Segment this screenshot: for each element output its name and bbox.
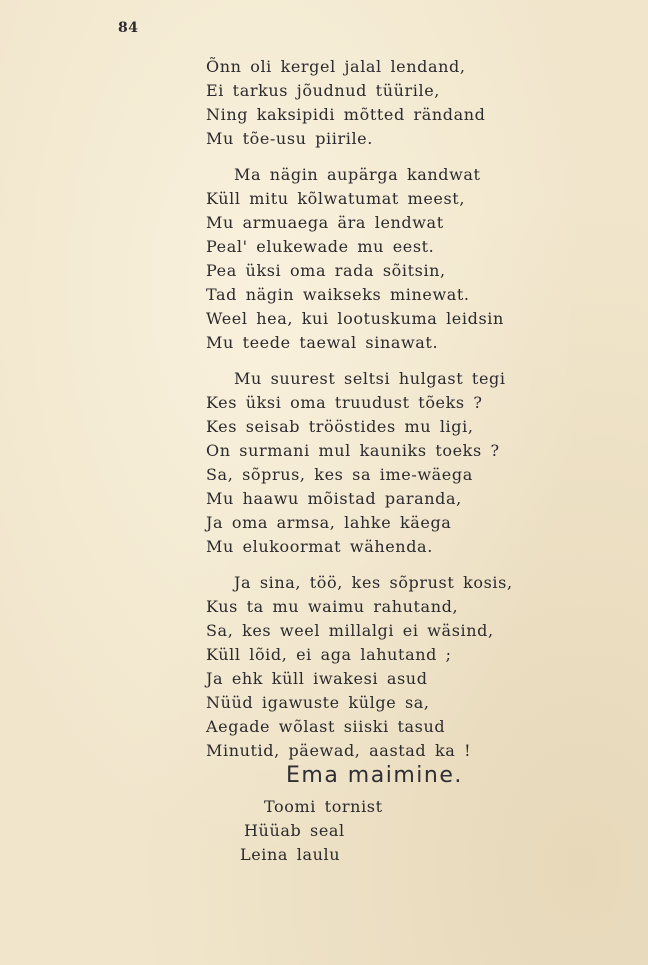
poem-line: Weel hea, kui lootuskuma leidsin: [206, 309, 504, 328]
poem-line: Nüüd igawuste külge sa,: [206, 693, 430, 712]
stanza-2: [206, 163, 586, 355]
poem-line: Ei tarkus jõudnud tüürile,: [206, 81, 440, 100]
page-number: 84: [118, 20, 139, 36]
poem: [206, 55, 586, 775]
poem-line: Mu haawu mõistad paranda,: [206, 489, 462, 508]
poem-line: Kes üksi oma truudust tõeks ?: [206, 393, 483, 412]
poem-line: Mu tõe-usu piirile.: [206, 129, 373, 148]
poem-line: Leina laulu: [240, 845, 341, 864]
poem-line: Tad nägin waikseks minewat.: [206, 285, 470, 304]
poem-line: Ma nägin aupärga kandwat: [234, 165, 481, 184]
poem-line: Pea üksi oma rada sõitsin,: [206, 261, 446, 280]
stanza-4: [206, 571, 586, 763]
poem-line: Ja oma armsa, lahke käega: [206, 513, 452, 532]
poem-line: Sa, sõprus, kes sa ime-wäega: [206, 465, 473, 484]
poem-line: Aegade wõlast siiski tasud: [206, 717, 446, 736]
poem-line: Mu armuaega ära lendwat: [206, 213, 444, 232]
poem-line: Kes seisab trööstides mu ligi,: [206, 417, 474, 436]
poem-line: Ning kaksipidi mõtted rändand: [206, 105, 486, 124]
poem-line: Hüüab seal: [244, 821, 345, 840]
next-poem: [240, 795, 383, 867]
poem-line: Ja ehk küll iwakesi asud: [206, 669, 428, 688]
poem-line: Küll lõid, ei aga lahutand ;: [206, 645, 452, 664]
poem-line: Kus ta mu waimu rahutand,: [206, 597, 459, 616]
poem-line: On surmani mul kauniks toeks ?: [206, 441, 500, 460]
stanza-3: [206, 367, 586, 559]
poem-line: Minutid, päewad, aastad ka !: [206, 741, 472, 760]
poem-line: Toomi tornist: [264, 797, 383, 816]
poem-line: Ja sina, töö, kes sõprust kosis,: [234, 573, 513, 592]
poem-line: Mu teede taewal sinawat.: [206, 333, 439, 352]
poem-line: Sa, kes weel millalgi ei wäsind,: [206, 621, 494, 640]
poem-line: Mu suurest seltsi hulgast tegi: [234, 369, 506, 388]
stanza-1: [206, 55, 586, 151]
poem-line: Peal' elukewade mu eest.: [206, 237, 435, 256]
poem-line: Küll mitu kõlwatumat meest,: [206, 189, 466, 208]
poem-line: Õnn oli kergel jalal lendand,: [206, 57, 466, 76]
poem-title: Ema maimine.: [286, 763, 463, 788]
poem-line: Mu elukoormat wähenda.: [206, 537, 433, 556]
